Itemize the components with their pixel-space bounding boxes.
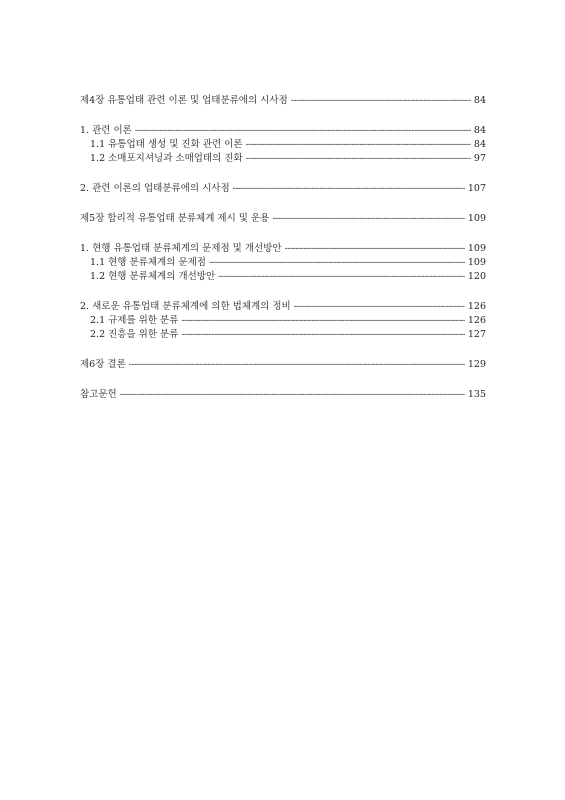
toc-entry-5-1-2 [80,270,486,284]
dot-leader [291,94,471,108]
toc-entry-chapter-5 [80,212,486,226]
toc-entry-5-2-2 [80,328,486,342]
toc-entry-title: 2. 새로운 유통업태 분류체계에 의한 법체계의 정비 [80,301,291,312]
toc-entry-4-2 [80,182,486,196]
toc-entry-page: 84 [473,139,486,150]
toc-entry-chapter-6 [80,358,486,372]
dot-leader [294,300,465,314]
toc-entry-page: 129 [467,359,486,370]
toc-entry-title: 2.1 규제를 위한 분류 [90,315,179,326]
dot-leader [218,270,465,284]
toc-entry-page: 127 [467,329,486,340]
dot-leader [272,212,465,226]
dot-leader [246,138,471,152]
toc-entry-title: 참고문헌 [80,389,117,400]
toc-entry-page: 120 [467,271,486,282]
toc-entry-title: 제5장 합리적 유통업태 분류체계 제시 및 운용 [80,213,270,224]
toc-entry-title: 제6장 결론 [80,359,126,370]
dot-leader [181,314,464,328]
toc-entry-title: 제4장 유통업태 관련 이론 및 업태분류에의 시사점 [80,95,288,106]
toc-entry-page: 84 [473,125,486,136]
toc-entry-chapter-4 [80,94,486,108]
dot-leader [135,124,471,138]
toc-entry-title: 1. 현행 유통업태 분류체계의 문제점 및 개선방안 [80,243,282,254]
dot-leader [129,358,465,372]
toc-entry-page: 97 [473,153,486,164]
toc-entry-references [80,388,486,402]
table-of-contents [80,94,486,402]
toc-entry-page: 84 [473,95,486,106]
toc-entry-page: 107 [467,183,486,194]
toc-entry-title: 1.2 소매포지셔닝과 소매업태의 진화 [90,153,243,164]
dot-leader [181,328,464,342]
toc-entry-page: 126 [467,301,486,312]
toc-entry-4-1-2 [80,152,486,166]
toc-entry-5-2-1 [80,314,486,328]
toc-entry-4-1 [80,124,486,138]
dot-leader [209,256,465,270]
dot-leader [246,152,471,166]
toc-entry-5-2 [80,300,486,314]
toc-entry-title: 2. 관련 이론의 업태분류에의 시사점 [80,183,230,194]
toc-entry-4-1-1 [80,138,486,152]
toc-entry-page: 135 [467,389,486,400]
toc-entry-page: 109 [467,243,486,254]
dot-leader [233,182,465,196]
toc-entry-title: 1. 관련 이론 [80,125,132,136]
toc-entry-title: 1.1 유통업태 생성 및 진화 관련 이론 [90,139,243,150]
toc-entry-page: 109 [467,213,486,224]
dot-leader [120,388,465,402]
toc-entry-title: 1.2 현행 분류체계의 개선방안 [90,271,216,282]
toc-entry-title: 1.1 현행 분류체계의 문제점 [90,257,206,268]
toc-entry-page: 109 [467,257,486,268]
toc-entry-page: 126 [467,315,486,326]
toc-entry-title: 2.2 진흥을 위한 분류 [90,329,179,340]
toc-entry-5-1 [80,242,486,256]
dot-leader [285,242,465,256]
toc-entry-5-1-1 [80,256,486,270]
